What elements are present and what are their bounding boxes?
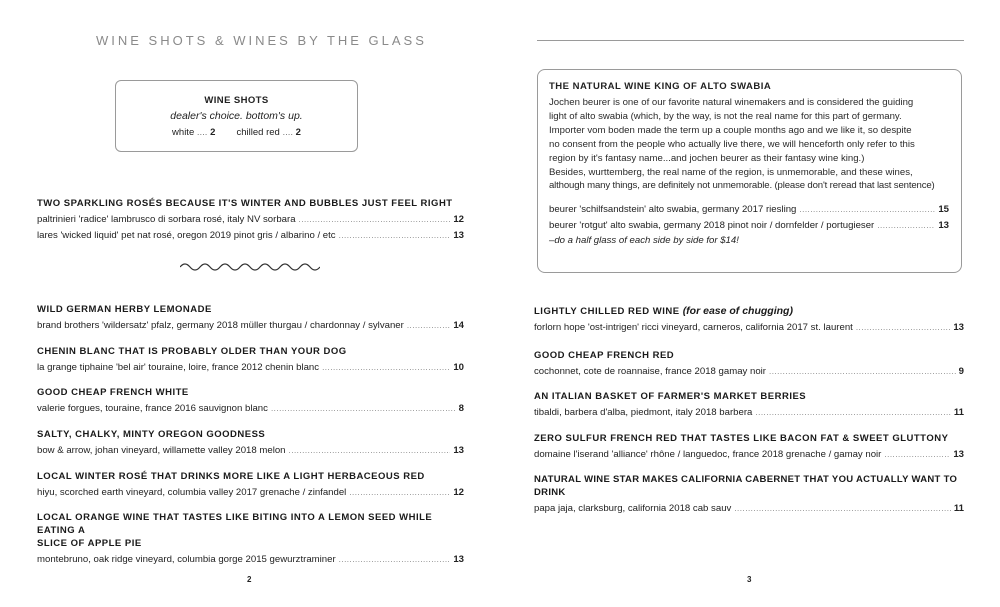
- page-title: WINE SHOTS & WINES BY THE GLASS: [96, 33, 427, 48]
- wine-item: [534, 448, 964, 461]
- wine-name: beurer 'schilfsandstein' alto swabia, germany 2017 riesling: [549, 204, 797, 216]
- natural-wine-king-box: [537, 69, 962, 273]
- white-price: 2: [210, 127, 216, 138]
- leader-dots: [289, 444, 451, 457]
- leader-dots: ....: [196, 127, 211, 138]
- wine-item: [37, 486, 464, 499]
- section-heading: AN ITALIAN BASKET OF FARMER'S MARKET BERRIES: [534, 391, 807, 402]
- section-heading: TWO SPARKLING ROSÉS BECAUSE IT'S WINTER AND BUBBLES JUST FEEL RIGHT: [37, 198, 453, 209]
- wine-price: 13: [953, 322, 964, 333]
- section-orange-wine: [37, 511, 464, 566]
- section-heading: SALTY, CHALKY, MINTY OREGON GOODNESS: [37, 429, 266, 440]
- section-lightly-chilled-red: [534, 305, 964, 334]
- wine-price: 11: [953, 503, 964, 514]
- wine-price: 9: [958, 366, 964, 377]
- wine-price: 10: [453, 362, 464, 373]
- wine-name: beurer 'rotgut' alto swabia, germany 2018 pinot noir / dornfelder / portugieser: [549, 220, 875, 232]
- chilled-red-price: 2: [295, 127, 301, 138]
- wine-name: montebruno, oak ridge vineyard, columbia gorge 2015 gewurztraminer: [37, 554, 336, 565]
- story-title: THE NATURAL WINE KING OF ALTO SWABIA: [549, 81, 772, 92]
- wine-item: [37, 444, 464, 457]
- wine-item: [534, 406, 964, 419]
- wine-item: [37, 319, 464, 332]
- wine-price: 13: [953, 449, 964, 460]
- wine-shots-box: [115, 80, 358, 152]
- leader-dots: [884, 448, 950, 461]
- wine-price: 13: [453, 445, 464, 456]
- section-heading: LOCAL WINTER ROSÉ THAT DRINKS MORE LIKE A LIGHT HERBACEOUS RED: [37, 471, 425, 482]
- story-line: no consent from the people who actually live there, we will henceforth only refer to this: [549, 138, 915, 150]
- wine-name: forlorn hope 'ost-intrigen' ricci vineyard, carneros, california 2017 st. laurent: [534, 322, 853, 333]
- wine-name: bow & arrow, johan vineyard, willamette valley 2018 melon: [37, 445, 286, 456]
- white-label: white: [172, 127, 195, 138]
- wine-item: [37, 553, 464, 566]
- leader-dots: [734, 502, 951, 515]
- wave-divider-icon: [180, 260, 320, 274]
- wine-price: 8: [458, 403, 464, 414]
- section-french-red: [534, 349, 964, 378]
- wine-price: 13: [938, 220, 949, 232]
- top-divider: [537, 40, 964, 41]
- wine-price: 12: [453, 487, 464, 498]
- section-wild-german: [37, 303, 464, 332]
- wine-item: [549, 203, 949, 216]
- section-italian-berries: [534, 390, 964, 419]
- wine-price: 13: [453, 230, 464, 241]
- leader-dots: [856, 321, 951, 334]
- leader-dots: [755, 406, 950, 419]
- section-heading: CHENIN BLANC THAT IS PROBABLY OLDER THAN YOUR DOG: [37, 346, 347, 357]
- story-line: although many things, are definitely not unmemorable. (please don't reread that last sentence): [549, 180, 935, 192]
- leader-dots: ....: [282, 127, 296, 138]
- wine-name: tibaldi, barbera d'alba, piedmont, italy 2018 barbera: [534, 407, 753, 418]
- wine-item: [534, 321, 964, 334]
- wine-shots-heading: WINE SHOTS: [204, 95, 269, 106]
- section-california-cabernet: [534, 473, 964, 515]
- wine-price: 14: [453, 320, 464, 331]
- wine-item: [37, 229, 464, 242]
- section-heading-text: LIGHTLY CHILLED RED WINE: [534, 306, 680, 317]
- wine-price: 15: [938, 204, 949, 216]
- section-heading-line-1: LOCAL ORANGE WINE THAT TASTES LIKE BITING INTO A LEMON SEED WHILE EATING A: [37, 512, 433, 536]
- section-heading-note: (for ease of chugging): [682, 305, 793, 317]
- leader-dots: [877, 219, 935, 232]
- story-line: Jochen beurer is one of our favorite natural winemakers and is considered the guiding: [549, 97, 914, 108]
- chilled-red-label: chilled red: [236, 127, 280, 138]
- wine-item: [534, 365, 964, 378]
- leader-dots: [271, 402, 456, 415]
- leader-dots: [339, 229, 451, 242]
- leader-dots: [769, 365, 956, 378]
- wine-item: [37, 213, 464, 226]
- section-heading: WILD GERMAN HERBY LEMONADE: [37, 304, 212, 315]
- section-heading: ZERO SULFUR FRENCH RED THAT TASTES LIKE BACON FAT & SWEET GLUTTONY: [534, 433, 949, 444]
- leader-dots: [339, 553, 451, 566]
- leader-dots: [799, 203, 935, 216]
- section-heading: GOOD CHEAP FRENCH WHITE: [37, 387, 189, 398]
- wine-item: [37, 402, 464, 415]
- wine-name: la grange tiphaine 'bel air' touraine, loire, france 2012 chenin blanc: [37, 362, 320, 373]
- wine-name: brand brothers 'wildersatz' pfalz, germany 2018 müller thurgau / chardonnay / sylvaner: [37, 320, 404, 331]
- page-number: 2: [247, 575, 252, 584]
- story-line: Importer vom boden made the term up a couple months ago and we like it, so despite: [549, 124, 912, 136]
- story-text: [549, 96, 949, 193]
- wine-shots-prices: [116, 127, 357, 138]
- story-line: region by it's fantasy name...and jochen beurer as their fantasy wine king.): [549, 152, 865, 164]
- wine-name: papa jaja, clarksburg, california 2018 cab sauv: [534, 503, 732, 514]
- leader-dots: [322, 361, 450, 374]
- section-heading-line-2: SLICE OF APPLE PIE: [37, 538, 142, 549]
- section-zero-sulfur: [534, 432, 964, 461]
- story-note: –do a half glass of each side by side for $14!: [549, 235, 739, 247]
- wine-name: domaine l'iserand 'alliance' rhône / languedoc, france 2018 grenache / gamay noir: [534, 449, 882, 460]
- story-line: light of alto swabia (which, by the way, is not the real name for this part of germany.: [549, 110, 902, 122]
- section-heading: [534, 305, 964, 318]
- wine-name: paltrinieri 'radice' lambrusco di sorbara rosé, italy NV sorbara: [37, 214, 296, 225]
- wine-name: lares 'wicked liquid' pet nat rosé, oregon 2019 pinot gris / albarino / etc: [37, 230, 336, 241]
- right-page: [500, 0, 1000, 607]
- section-french-white: [37, 386, 464, 415]
- section-winter-rose: [37, 470, 464, 499]
- wine-shots-subtitle: dealer's choice. bottom's up.: [170, 110, 303, 122]
- section-heading: GOOD CHEAP FRENCH RED: [534, 350, 675, 361]
- wine-price: 11: [953, 407, 964, 418]
- wine-price: 12: [453, 214, 464, 225]
- wine-name: hiyu, scorched earth vineyard, columbia valley 2017 grenache / zinfandel: [37, 487, 347, 498]
- wine-price: 13: [453, 554, 464, 565]
- wine-item: [534, 502, 964, 515]
- wine-item: [37, 361, 464, 374]
- page-number: 3: [747, 575, 752, 584]
- section-sparkling-roses: [37, 197, 464, 242]
- section-oregon-goodness: [37, 428, 464, 457]
- section-heading: NATURAL WINE STAR MAKES CALIFORNIA CABERNET THAT YOU ACTUALLY WANT TO DRINK: [534, 474, 958, 498]
- story-items: [549, 203, 949, 232]
- leader-dots: [349, 486, 450, 499]
- wine-name: valerie forgues, touraine, france 2016 sauvignon blanc: [37, 403, 268, 414]
- wine-name: cochonnet, cote de roannaise, france 2018 gamay noir: [534, 366, 767, 377]
- wine-item: [549, 219, 949, 232]
- leader-dots: [299, 213, 451, 226]
- section-chenin-blanc: [37, 345, 464, 374]
- story-line: Besides, wurttemberg, the real name of the region, is unmemorable, and these wines,: [549, 166, 913, 178]
- leader-dots: [407, 319, 451, 332]
